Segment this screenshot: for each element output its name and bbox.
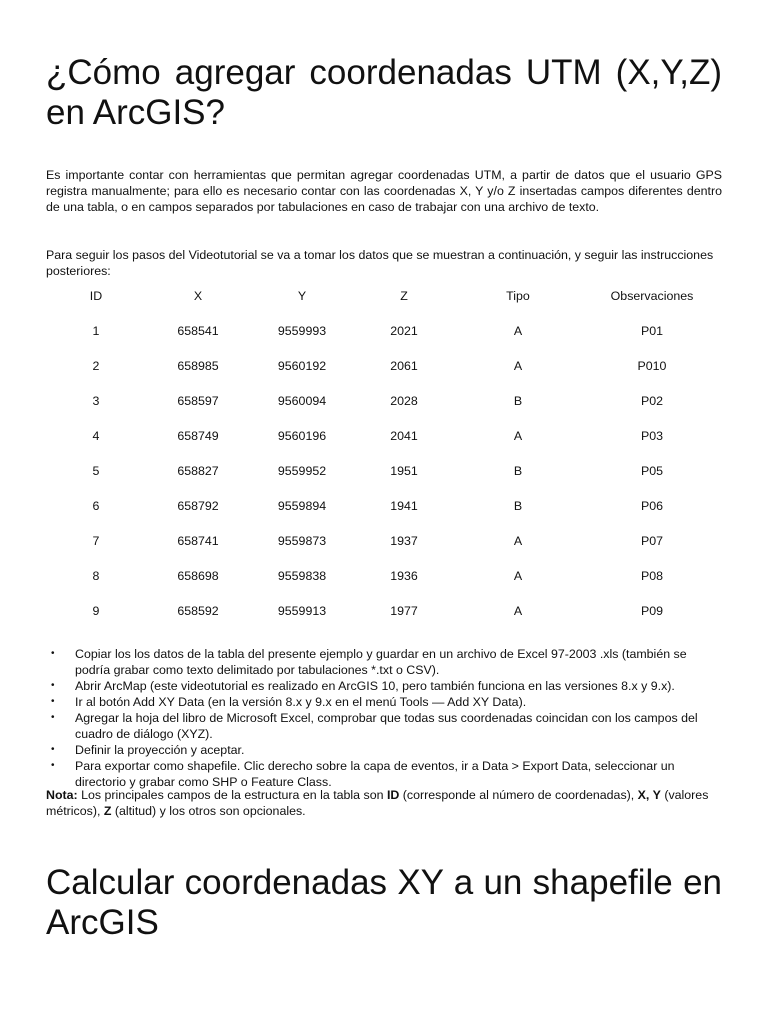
list-item — [46, 646, 722, 678]
table-cell: 658792 — [177, 498, 219, 513]
table-cell: P05 — [640, 463, 664, 478]
note-label: Nota: — [46, 788, 78, 802]
column-header-tipo: Tipo — [506, 288, 530, 303]
table-cell: 9559913 — [277, 603, 327, 618]
bullet-icon: • — [51, 696, 55, 707]
table-cell: P01 — [640, 323, 664, 338]
table-cell: 1937 — [390, 533, 418, 548]
table-cell: B — [513, 498, 523, 513]
note-text-4: (altitud) y los otros son opcionales. — [111, 804, 306, 818]
table-cell: A — [513, 323, 523, 338]
table-cell: 1977 — [390, 603, 418, 618]
table-cell: 658749 — [177, 428, 219, 443]
table-cell: 1941 — [390, 498, 418, 513]
list-item — [46, 758, 722, 790]
list-item — [46, 742, 722, 758]
table-cell: 9559838 — [277, 568, 327, 583]
table-cell: 2028 — [390, 393, 418, 408]
column-header-observaciones: Observaciones — [610, 288, 694, 303]
table-cell: P07 — [640, 533, 664, 548]
table-cell: B — [513, 393, 523, 408]
list-item-text: Agregar la hoja del libro de Microsoft Excel, comprobar que todas sus coordenadas coincidan con los campos del cuadro de diálogo (XYZ). — [75, 711, 698, 741]
instructions-paragraph: Para seguir los pasos del Videotutorial se va a tomar los datos que se muestran a continuación, y seguir las instrucciones posteriores: — [46, 248, 714, 278]
table-row — [46, 488, 722, 523]
table-cell: P09 — [640, 603, 664, 618]
table-cell: 4 — [92, 428, 100, 443]
list-item-text: Definir la proyección y aceptar. — [75, 743, 245, 757]
table-cell: 2061 — [390, 358, 418, 373]
bullet-icon: • — [51, 680, 55, 691]
note-text-3: (valores métricos), — [46, 788, 709, 818]
table-cell: 1951 — [390, 463, 418, 478]
table-cell: 7 — [92, 533, 100, 548]
table-cell: 658698 — [177, 568, 219, 583]
bullet-icon: • — [51, 760, 55, 771]
table-row — [46, 313, 722, 348]
table-cell: 658597 — [177, 393, 219, 408]
table-cell: P010 — [637, 358, 667, 373]
bullet-icon: • — [51, 648, 55, 659]
table-cell: 2 — [92, 358, 100, 373]
table-cell: P08 — [640, 568, 664, 583]
table-cell: 9559873 — [277, 533, 327, 548]
table-cell: 9560192 — [277, 358, 327, 373]
coordinates-table — [46, 278, 722, 628]
table-cell: 658741 — [177, 533, 219, 548]
table-cell: 658827 — [177, 463, 219, 478]
table-cell: A — [513, 568, 523, 583]
table-cell: A — [513, 533, 523, 548]
table-cell: 9559993 — [277, 323, 327, 338]
column-header-x: X — [193, 288, 203, 303]
intro-paragraph: Es importante contar con herramientas que permitan agregar coordenadas UTM, a partir de datos que el usuario GPS registra manualmente; para ello es necesario contar con las coordenadas X, Y y/o Z insertadas campos diferentes dentro de una tabla, o en campos separados por tabulaciones en caso de trabajar con una archivo de texto. — [46, 168, 722, 214]
table-row — [46, 453, 722, 488]
table-cell: 1936 — [390, 568, 418, 583]
table-cell: A — [513, 428, 523, 443]
list-item-text: Abrir ArcMap (este videotutorial es realizado en ArcGIS 10, pero también funciona en las versiones 8.x y 9.x). — [75, 679, 675, 693]
table-row — [46, 593, 722, 628]
table-cell: 5 — [92, 463, 100, 478]
table-cell: 6 — [92, 498, 100, 513]
note-text-2: (corresponde al número de coordenadas), — [399, 788, 638, 802]
table-cell: P03 — [640, 428, 664, 443]
note-id: ID — [386, 788, 400, 802]
table-row — [46, 558, 722, 593]
list-item — [46, 678, 722, 694]
table-cell: 9560196 — [277, 428, 327, 443]
note-xy: X, Y — [637, 788, 661, 802]
bullet-icon: • — [51, 744, 55, 755]
table-header-row — [46, 278, 722, 313]
table-cell: 1 — [92, 323, 100, 338]
table-cell: 8 — [92, 568, 100, 583]
table-cell: P06 — [640, 498, 664, 513]
table-cell: 9559894 — [277, 498, 327, 513]
table-body — [46, 313, 722, 628]
table-cell: 658541 — [177, 323, 219, 338]
list-item — [46, 694, 722, 710]
table-cell: A — [513, 358, 523, 373]
page-title — [46, 53, 722, 133]
table-cell: 2021 — [390, 323, 418, 338]
column-header-z: Z — [400, 288, 408, 303]
column-header-y: Y — [297, 288, 307, 303]
steps-list — [46, 646, 722, 790]
table-cell: 9560094 — [277, 393, 327, 408]
table-cell: P02 — [640, 393, 664, 408]
table-row — [46, 348, 722, 383]
list-item-text: Copiar los los datos de la tabla del presente ejemplo y guardar en un archivo de Excel 97-2003 .xls (también se podría grabar como texto delimitado por tabulaciones *.txt o CSV). — [75, 647, 687, 677]
page-title-line-2: en ArcGIS? — [46, 93, 225, 132]
page-title-line-1: ¿Cómo agregar coordenadas UTM (X,Y,Z) — [46, 53, 722, 92]
table-cell: 2041 — [390, 428, 418, 443]
table-cell: 658985 — [177, 358, 219, 373]
list-item — [46, 710, 722, 742]
table-cell: 658592 — [177, 603, 219, 618]
note-text-1: Los principales campos de la estructura en la tabla son — [77, 788, 387, 802]
bullet-icon: • — [51, 712, 55, 723]
table-row — [46, 418, 722, 453]
note-paragraph — [46, 787, 722, 819]
list-item-text: Para exportar como shapefile. Clic derecho sobre la capa de eventos, ir a Data > Export Data, seleccionar un directorio y grabar como SHP o Feature Class. — [75, 759, 675, 789]
list-item-text: Ir al botón Add XY Data (en la versión 8.x y 9.x en el menú Tools — Add XY Data). — [75, 695, 527, 709]
note-z: Z — [103, 804, 112, 818]
table-cell: B — [513, 463, 523, 478]
table-cell: 9559952 — [277, 463, 327, 478]
table-cell: 3 — [92, 393, 100, 408]
table-cell: 9 — [92, 603, 100, 618]
table-cell: A — [513, 603, 523, 618]
column-header-id: ID — [89, 288, 103, 303]
section-title: Calcular coordenadas XY a un shapefile en ArcGIS — [46, 863, 722, 942]
table-row — [46, 383, 722, 418]
table-row — [46, 523, 722, 558]
